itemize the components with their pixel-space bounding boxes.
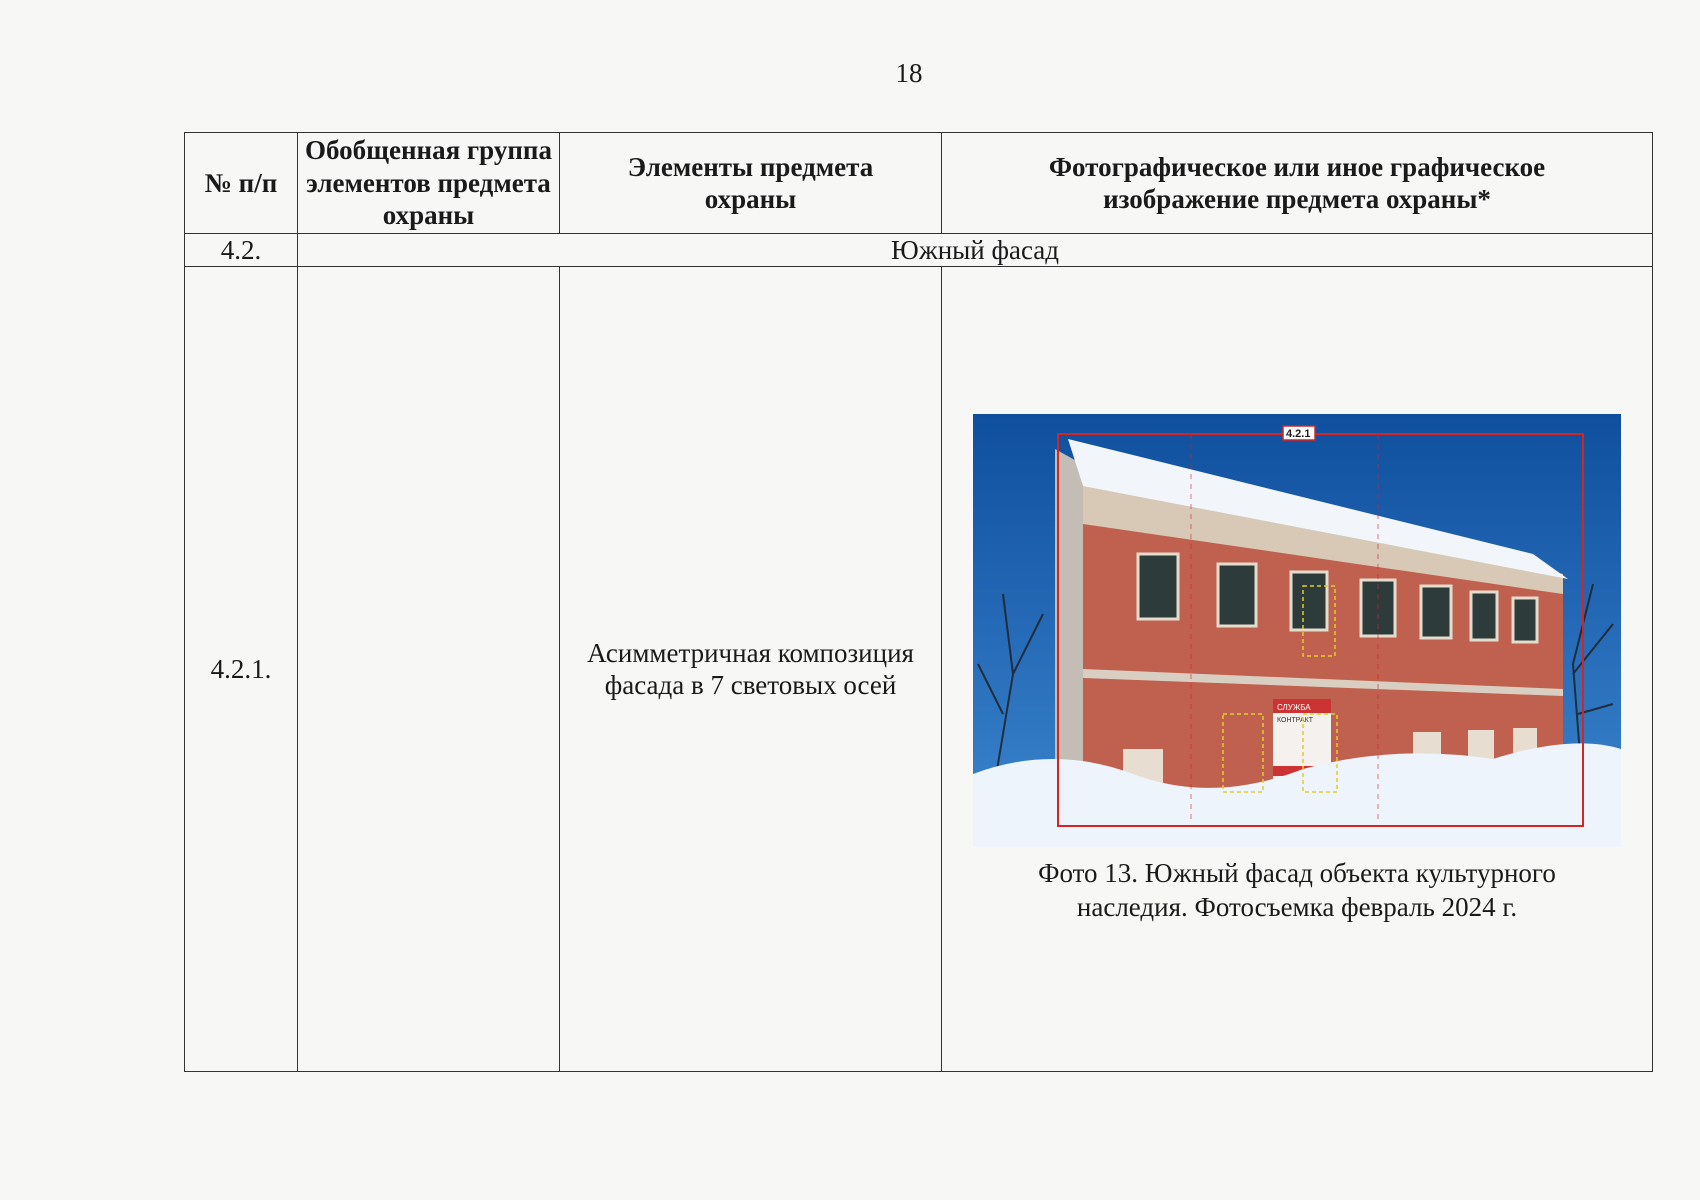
- header-num: № п/п: [185, 133, 298, 234]
- header-group: Обобщенная группа элементов предмета охраны: [298, 133, 560, 234]
- header-elements: Элементы предмета охраны: [560, 133, 942, 234]
- facade-photo-illustration: [973, 414, 1621, 847]
- item-elements: Асимметричная композиция фасада в 7 световых осей: [560, 267, 942, 1072]
- header-image: Фотографическое или иное графическое изображение предмета охраны*: [942, 133, 1653, 234]
- header-row: [185, 133, 1653, 234]
- facade-photo: [973, 414, 1621, 847]
- section-row: [185, 234, 1653, 267]
- section-num: 4.2.: [185, 234, 298, 267]
- section-title: Южный фасад: [298, 234, 1653, 267]
- item-num: 4.2.1.: [185, 267, 298, 1072]
- photo-annotation-label: 4.2.1: [1286, 428, 1311, 441]
- photo-caption: Фото 13. Южный фасад объекта культурного наследия. Фотосъемка февраль 2024 г.: [1038, 858, 1556, 922]
- item-image-cell: [942, 267, 1653, 1072]
- protection-table: [184, 132, 1653, 1072]
- photo-sign-text-1: СЛУЖБА: [1277, 703, 1311, 713]
- item-group: [298, 267, 560, 1072]
- page-number: 18: [895, 58, 923, 88]
- item-row: [185, 267, 1653, 1072]
- photo-sign-text-2: КОНТРАКТ: [1277, 717, 1313, 725]
